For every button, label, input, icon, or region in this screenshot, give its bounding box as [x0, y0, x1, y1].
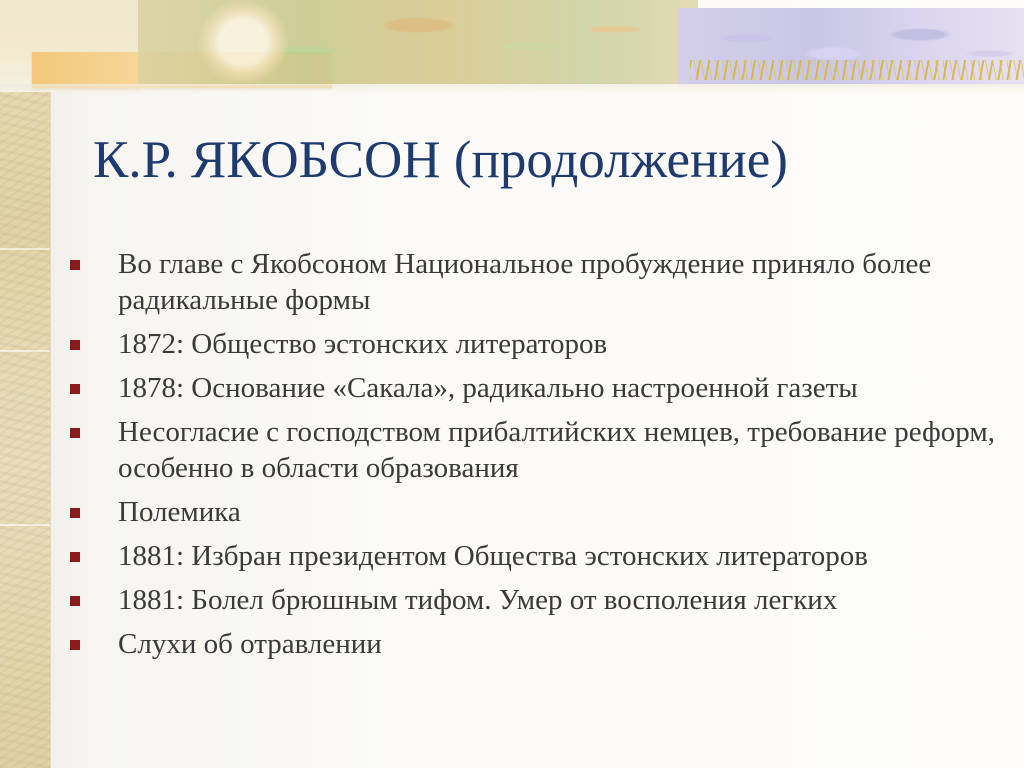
decorative-top-banner [0, 0, 1024, 92]
list-item [70, 626, 1010, 662]
square-bullet-icon [70, 340, 80, 350]
list-item [70, 582, 1010, 618]
square-bullet-icon [70, 552, 80, 562]
bullet-text: 1881: Болел брюшным тифом. Умер от восполения легких [118, 584, 838, 616]
square-bullet-icon [70, 428, 80, 438]
strip-divider [0, 248, 50, 250]
strip-divider [0, 350, 50, 352]
square-bullet-icon [70, 640, 80, 650]
bullet-text: 1872: Общество эстонских литераторов [118, 328, 608, 360]
bullet-text: Слухи об отравлении [118, 628, 382, 660]
list-item [70, 494, 1010, 530]
list-item [70, 538, 1010, 574]
square-bullet-icon [70, 508, 80, 518]
list-item [70, 414, 1010, 486]
banner-grass-image [690, 60, 1024, 80]
banner-leaves-image [138, 0, 698, 84]
bullet-text: Полемика [118, 496, 241, 528]
bullet-text: Во главе с Якобсоном Национальное пробуждение приняло более радикальные формы [118, 248, 932, 316]
list-item [70, 370, 1010, 406]
bullet-text: 1881: Избран президентом Общества эстонских литераторов [118, 540, 868, 572]
list-item [70, 246, 1010, 318]
square-bullet-icon [70, 596, 80, 606]
square-bullet-icon [70, 260, 80, 270]
slide-title: К.Р. ЯКОБСОН (продолжение) [93, 131, 788, 189]
strip-divider [0, 524, 50, 526]
list-item [70, 326, 1010, 362]
square-bullet-icon [70, 384, 80, 394]
bullet-text: Несогласие с господством прибалтийских немцев, требование реформ, особенно в области образования [118, 416, 995, 484]
banner-fade [0, 84, 1024, 94]
bullet-text: 1878: Основание «Сакала», радикально настроенной газеты [118, 372, 858, 404]
bullet-list [70, 246, 1010, 670]
decorative-left-strip [0, 0, 50, 768]
